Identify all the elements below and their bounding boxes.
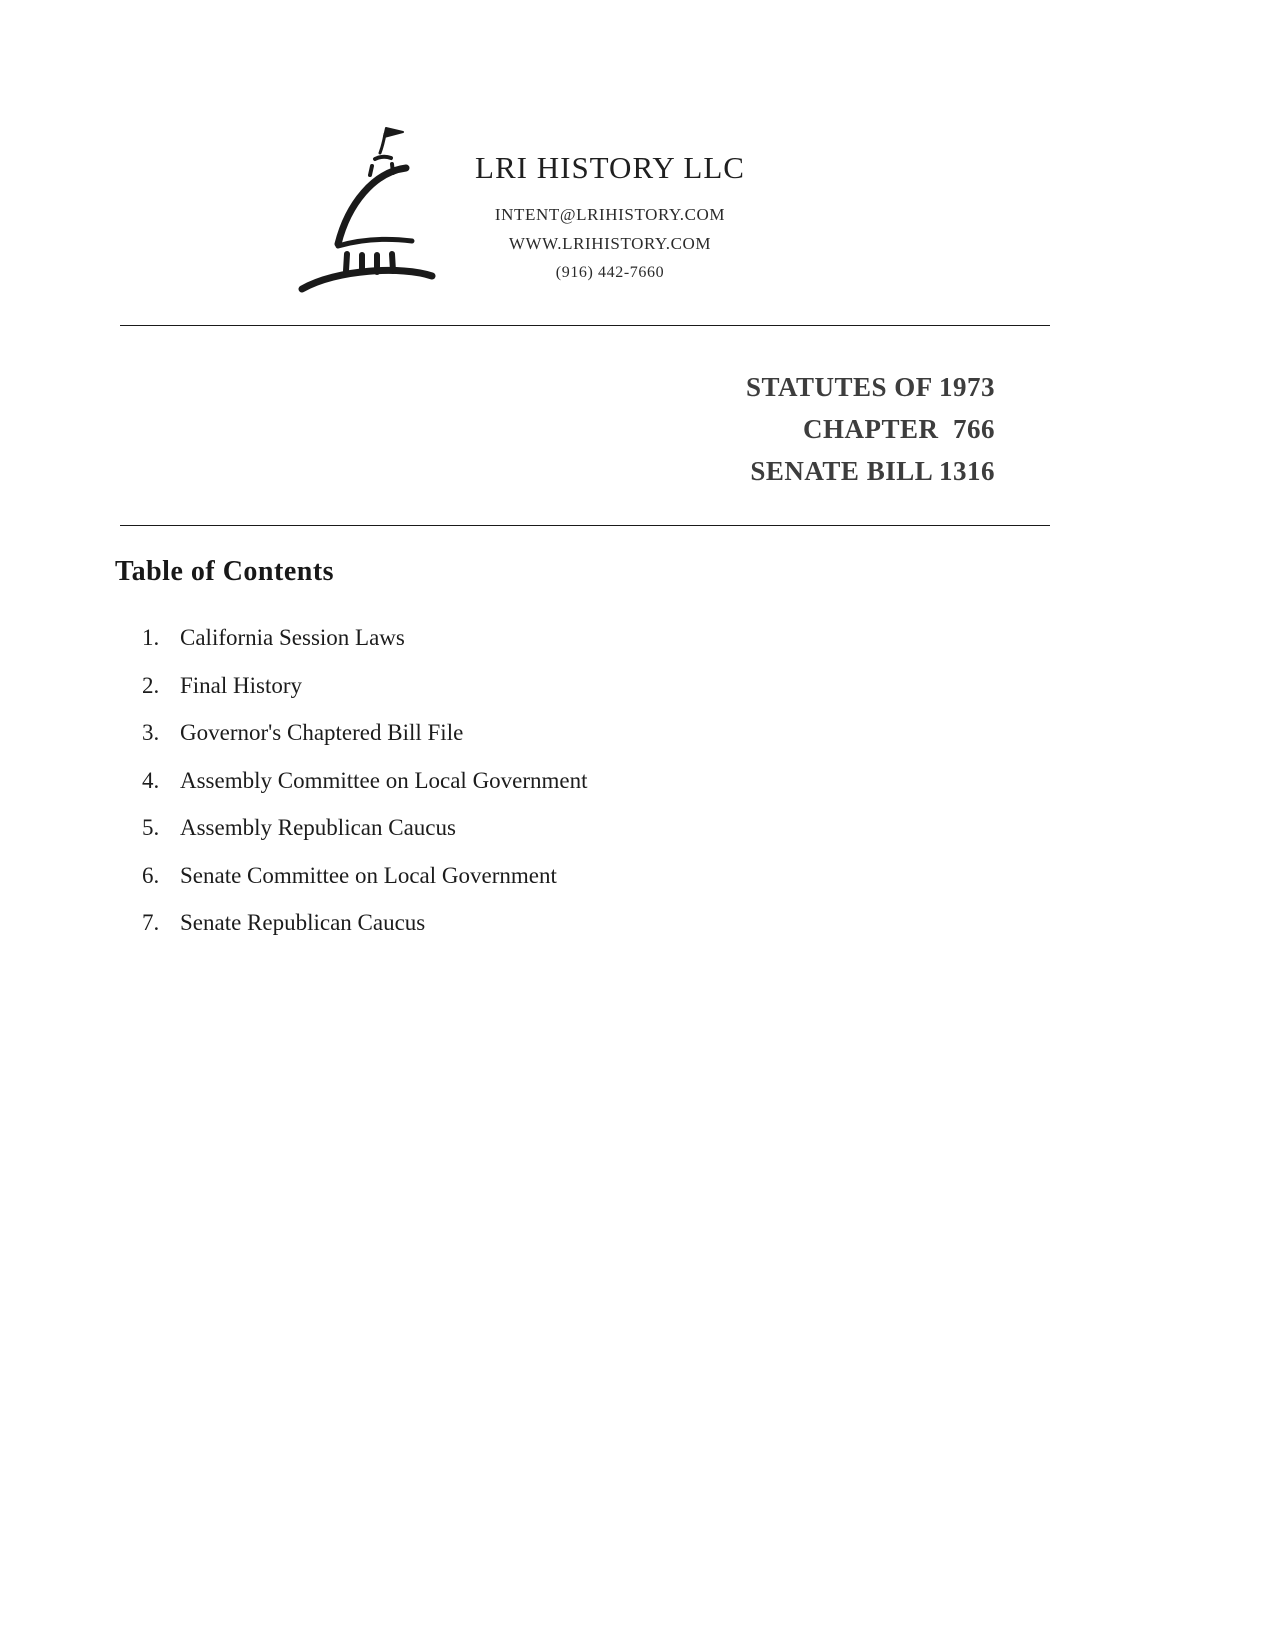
statutes-title-block: [746, 366, 995, 492]
toc-item: Senate Republican Caucus: [180, 910, 426, 935]
capitol-logo: [292, 126, 452, 296]
chapter-line: CHAPTER 766: [802, 414, 995, 444]
website-text: WWW.LRIHISTORY.COM: [508, 234, 712, 253]
toc-item: Governor's Chaptered Bill File: [180, 720, 464, 745]
toc-item: Senate Committee on Local Government: [180, 862, 557, 888]
toc-item: Final History: [180, 672, 303, 698]
toc-item: Assembly Committee on Local Government: [180, 767, 588, 793]
divider-bottom: [120, 525, 1050, 526]
email-text: INTENT@LRIHISTORY.COM: [494, 205, 726, 224]
letterhead: [440, 150, 780, 287]
capitol-logo-icon: [292, 126, 452, 296]
toc-list: [115, 614, 588, 947]
toc-item: California Session Laws: [180, 625, 405, 650]
senate-bill-line: SENATE BILL 1316: [750, 456, 995, 486]
statutes-line: STATUTES OF 1973: [745, 372, 995, 402]
toc-item: Assembly Republican Caucus: [180, 815, 456, 840]
toc-heading: Table of Contents: [115, 556, 335, 587]
divider-top: [120, 325, 1050, 326]
phone-text: (916) 442-7660: [555, 264, 665, 281]
company-name: LRI HISTORY LLC: [475, 150, 745, 185]
